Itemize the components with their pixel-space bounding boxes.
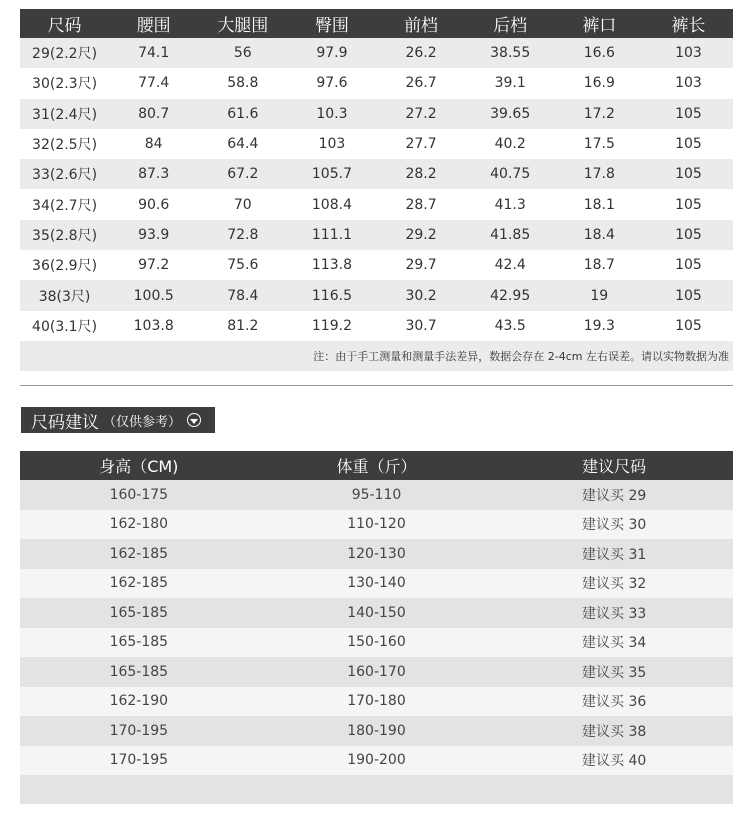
table-row bbox=[20, 569, 733, 599]
table-row bbox=[20, 657, 733, 687]
table-row bbox=[20, 628, 733, 658]
measurement-cell: 27.7 bbox=[377, 129, 466, 159]
measurement-cell: 17.8 bbox=[555, 159, 644, 189]
size-cell: 33(2.6尺) bbox=[20, 159, 109, 189]
measurement-cell: 100.5 bbox=[109, 280, 198, 310]
height-cell: 170-195 bbox=[20, 746, 258, 776]
measurement-cell: 105 bbox=[644, 189, 733, 219]
measurement-cell: 105 bbox=[644, 129, 733, 159]
chevron-circle-down-icon[interactable] bbox=[187, 413, 201, 427]
table-row bbox=[20, 99, 733, 129]
measurement-cell: 84 bbox=[109, 129, 198, 159]
measurement-cell: 72.8 bbox=[198, 220, 287, 250]
table-row bbox=[20, 311, 733, 341]
weight-cell: 140-150 bbox=[258, 598, 496, 628]
suggested-size-cell: 建议买 34 bbox=[495, 628, 733, 658]
measurement-cell: 70 bbox=[198, 189, 287, 219]
measurement-cell: 18.1 bbox=[555, 189, 644, 219]
weight-cell: 150-160 bbox=[258, 628, 496, 658]
measurement-cell: 16.6 bbox=[555, 38, 644, 68]
table-row bbox=[20, 159, 733, 189]
measurement-cell: 78.4 bbox=[198, 280, 287, 310]
size-cell: 31(2.4尺) bbox=[20, 99, 109, 129]
measurement-cell: 113.8 bbox=[287, 250, 376, 280]
measurement-cell: 103.8 bbox=[109, 311, 198, 341]
measurement-cell: 105 bbox=[644, 220, 733, 250]
suggested-size-cell: 建议买 30 bbox=[495, 510, 733, 540]
measurement-cell: 105 bbox=[644, 159, 733, 189]
table-row bbox=[20, 38, 733, 68]
size-cell: 30(2.3尺) bbox=[20, 68, 109, 98]
measurement-cell: 80.7 bbox=[109, 99, 198, 129]
measurement-cell: 97.2 bbox=[109, 250, 198, 280]
measurement-cell: 29.7 bbox=[377, 250, 466, 280]
header-height: 身高（CM) bbox=[20, 451, 258, 480]
table-row bbox=[20, 687, 733, 717]
weight-cell: 170-180 bbox=[258, 687, 496, 717]
suggested-size-cell: 建议买 33 bbox=[495, 598, 733, 628]
recommendation-subtitle: （仅供参考） bbox=[103, 414, 182, 430]
header-back-rise: 后档 bbox=[466, 9, 555, 38]
measurement-cell: 41.3 bbox=[466, 189, 555, 219]
blank-cell bbox=[20, 775, 733, 804]
height-cell: 162-180 bbox=[20, 510, 258, 540]
measurement-cell: 105 bbox=[644, 99, 733, 129]
weight-cell: 160-170 bbox=[258, 657, 496, 687]
measurement-cell: 27.2 bbox=[377, 99, 466, 129]
weight-cell: 120-130 bbox=[258, 539, 496, 569]
measurement-cell: 108.4 bbox=[287, 189, 376, 219]
size-chart-table bbox=[20, 9, 733, 371]
measurement-cell: 17.2 bbox=[555, 99, 644, 129]
measurement-cell: 103 bbox=[644, 68, 733, 98]
measurement-cell: 30.2 bbox=[377, 280, 466, 310]
suggested-size-cell: 建议买 35 bbox=[495, 657, 733, 687]
measurement-cell: 61.6 bbox=[198, 99, 287, 129]
measurement-cell: 42.4 bbox=[466, 250, 555, 280]
header-weight: 体重（斤） bbox=[258, 451, 496, 480]
recommendation-title: 尺码建议 bbox=[31, 412, 99, 433]
measurement-cell: 119.2 bbox=[287, 311, 376, 341]
measurement-cell: 93.9 bbox=[109, 220, 198, 250]
table-row bbox=[20, 539, 733, 569]
header-suggested-size: 建议尺码 bbox=[495, 451, 733, 480]
height-cell: 165-185 bbox=[20, 628, 258, 658]
measurement-cell: 18.7 bbox=[555, 250, 644, 280]
table-row bbox=[20, 280, 733, 310]
measurement-cell: 40.2 bbox=[466, 129, 555, 159]
size-cell: 40(3.1尺) bbox=[20, 311, 109, 341]
measurement-cell: 87.3 bbox=[109, 159, 198, 189]
table-row bbox=[20, 129, 733, 159]
suggested-size-cell: 建议买 40 bbox=[495, 746, 733, 776]
measurement-cell: 58.8 bbox=[198, 68, 287, 98]
size-cell: 38(3尺) bbox=[20, 280, 109, 310]
measurement-note: 注：由于手工测量和测量手法差异，数据会存在 2-4cm 左右误差。请以实物数据为准 bbox=[20, 341, 733, 371]
weight-cell: 95-110 bbox=[258, 480, 496, 510]
size-cell: 29(2.2尺) bbox=[20, 38, 109, 68]
measurement-cell: 40.75 bbox=[466, 159, 555, 189]
height-cell: 165-185 bbox=[20, 598, 258, 628]
measurement-cell: 105 bbox=[644, 250, 733, 280]
measurement-cell: 28.7 bbox=[377, 189, 466, 219]
measurement-cell: 19.3 bbox=[555, 311, 644, 341]
suggested-size-cell: 建议买 36 bbox=[495, 687, 733, 717]
measurement-cell: 77.4 bbox=[109, 68, 198, 98]
size-recommendation-header[interactable] bbox=[21, 407, 215, 433]
measurement-cell: 17.5 bbox=[555, 129, 644, 159]
table-row bbox=[20, 480, 733, 510]
size-cell: 36(2.9尺) bbox=[20, 250, 109, 280]
measurement-cell: 42.95 bbox=[466, 280, 555, 310]
measurement-cell: 111.1 bbox=[287, 220, 376, 250]
measurement-cell: 18.4 bbox=[555, 220, 644, 250]
height-cell: 170-195 bbox=[20, 716, 258, 746]
measurement-cell: 97.6 bbox=[287, 68, 376, 98]
header-hip: 臀围 bbox=[287, 9, 376, 38]
size-recommendation-table bbox=[20, 451, 733, 804]
table-row bbox=[20, 598, 733, 628]
height-cell: 160-175 bbox=[20, 480, 258, 510]
measurement-cell: 56 bbox=[198, 38, 287, 68]
table-row bbox=[20, 68, 733, 98]
measurement-cell: 105 bbox=[644, 280, 733, 310]
table-row bbox=[20, 220, 733, 250]
header-leg-opening: 裤口 bbox=[555, 9, 644, 38]
recommendation-header-row bbox=[20, 451, 733, 480]
height-cell: 165-185 bbox=[20, 657, 258, 687]
measurement-cell: 75.6 bbox=[198, 250, 287, 280]
measurement-cell: 97.9 bbox=[287, 38, 376, 68]
section-divider bbox=[20, 385, 733, 386]
measurement-cell: 39.65 bbox=[466, 99, 555, 129]
height-cell: 162-185 bbox=[20, 569, 258, 599]
size-cell: 32(2.5尺) bbox=[20, 129, 109, 159]
weight-cell: 190-200 bbox=[258, 746, 496, 776]
measurement-cell: 28.2 bbox=[377, 159, 466, 189]
measurement-cell: 41.85 bbox=[466, 220, 555, 250]
weight-cell: 110-120 bbox=[258, 510, 496, 540]
size-note-row bbox=[20, 341, 733, 371]
measurement-cell: 16.9 bbox=[555, 68, 644, 98]
measurement-cell: 43.5 bbox=[466, 311, 555, 341]
measurement-cell: 10.3 bbox=[287, 99, 376, 129]
measurement-cell: 116.5 bbox=[287, 280, 376, 310]
height-cell: 162-185 bbox=[20, 539, 258, 569]
suggested-size-cell: 建议买 31 bbox=[495, 539, 733, 569]
header-waist: 腰围 bbox=[109, 9, 198, 38]
measurement-cell: 81.2 bbox=[198, 311, 287, 341]
table-row bbox=[20, 510, 733, 540]
measurement-cell: 38.55 bbox=[466, 38, 555, 68]
size-chart-header-row bbox=[20, 9, 733, 38]
measurement-cell: 39.1 bbox=[466, 68, 555, 98]
measurement-cell: 105 bbox=[644, 311, 733, 341]
suggested-size-cell: 建议买 29 bbox=[495, 480, 733, 510]
measurement-cell: 26.2 bbox=[377, 38, 466, 68]
measurement-cell: 29.2 bbox=[377, 220, 466, 250]
weight-cell: 130-140 bbox=[258, 569, 496, 599]
blank-row bbox=[20, 775, 733, 804]
header-thigh: 大腿围 bbox=[198, 9, 287, 38]
measurement-cell: 26.7 bbox=[377, 68, 466, 98]
measurement-cell: 103 bbox=[287, 129, 376, 159]
weight-cell: 180-190 bbox=[258, 716, 496, 746]
height-cell: 162-190 bbox=[20, 687, 258, 717]
measurement-cell: 30.7 bbox=[377, 311, 466, 341]
measurement-cell: 103 bbox=[644, 38, 733, 68]
measurement-cell: 19 bbox=[555, 280, 644, 310]
table-row bbox=[20, 250, 733, 280]
measurement-cell: 64.4 bbox=[198, 129, 287, 159]
size-cell: 35(2.8尺) bbox=[20, 220, 109, 250]
header-front-rise: 前档 bbox=[377, 9, 466, 38]
header-length: 裤长 bbox=[644, 9, 733, 38]
table-row bbox=[20, 716, 733, 746]
table-row bbox=[20, 189, 733, 219]
measurement-cell: 105.7 bbox=[287, 159, 376, 189]
table-row bbox=[20, 746, 733, 776]
size-cell: 34(2.7尺) bbox=[20, 189, 109, 219]
measurement-cell: 74.1 bbox=[109, 38, 198, 68]
measurement-cell: 90.6 bbox=[109, 189, 198, 219]
measurement-cell: 67.2 bbox=[198, 159, 287, 189]
suggested-size-cell: 建议买 38 bbox=[495, 716, 733, 746]
suggested-size-cell: 建议买 32 bbox=[495, 569, 733, 599]
header-size: 尺码 bbox=[20, 9, 109, 38]
